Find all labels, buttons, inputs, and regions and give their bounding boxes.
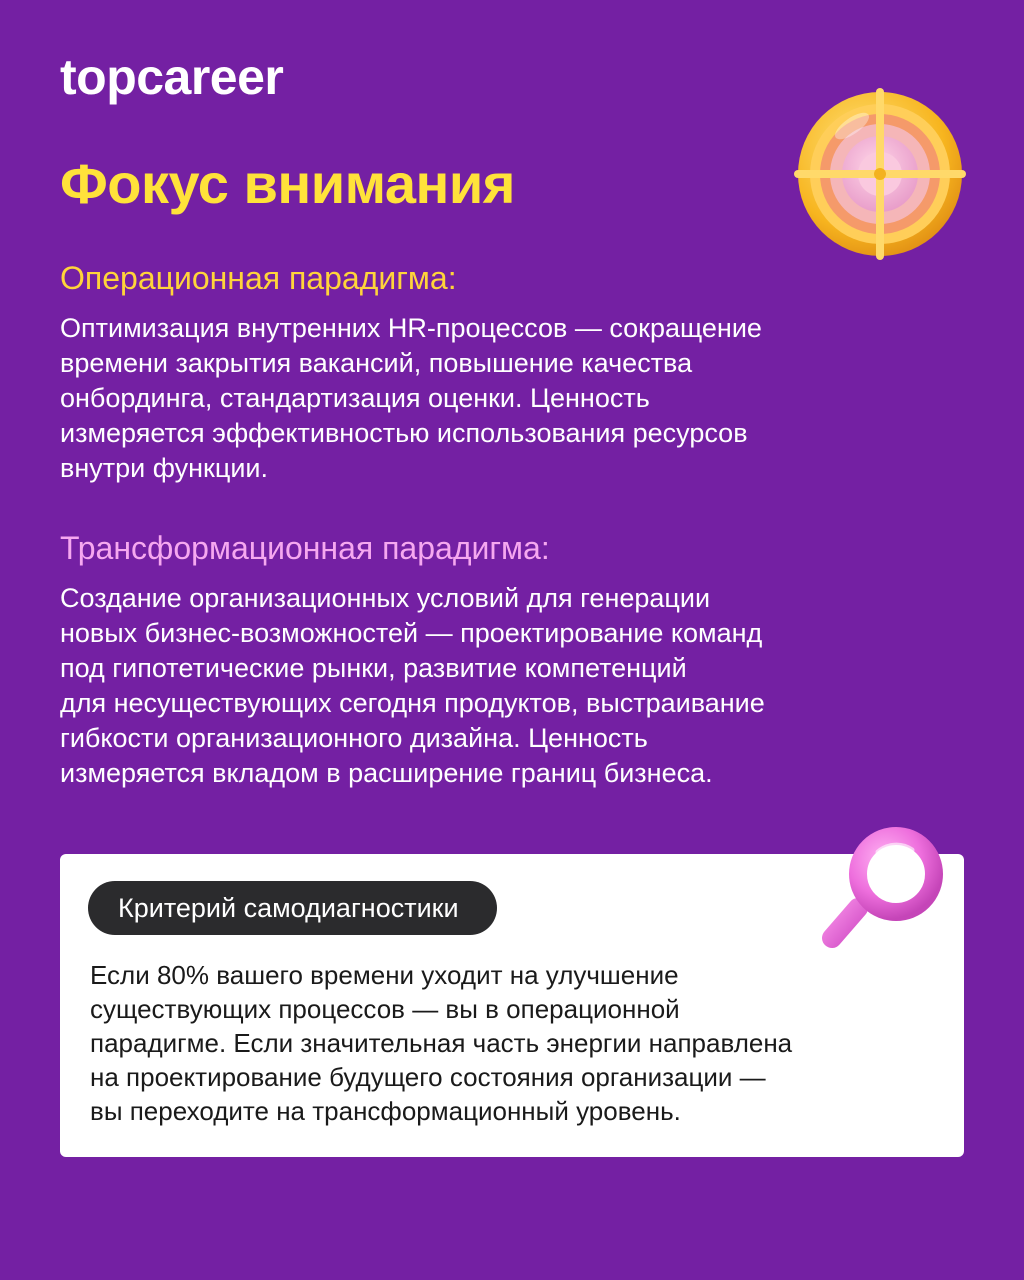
self-diagnosis-text: Если 80% вашего времени уходит на улучшение существующих процессов — вы в операционной парадигме. Если значительная часть энергии направлена на проектирование будущего состояния организации — вы переходите на трансформационный уровень. <box>90 960 793 1126</box>
self-diagnosis-badge: Критерий самодиагностики <box>88 881 497 935</box>
target-icon <box>792 86 968 262</box>
brand-logo: topcareer <box>60 49 284 105</box>
operational-paradigm-text: Оптимизация внутренних HR-процессов — сокращение времени закрытия вакансий, повышение качества онбординга, стандартизация оценки. Ценность измеряется эффективностью использования ресурсов внутри функции. <box>60 313 762 483</box>
operational-paradigm-heading: Операционная парадигма: <box>60 260 457 296</box>
transformational-paradigm-heading: Трансформационная парадигма: <box>60 530 550 566</box>
page-title: Фокус внимания <box>60 152 515 215</box>
transformational-paradigm-text: Создание организационных условий для генерации новых бизнес-возможностей — проектирование команд под гипотетические рынки, развитие компетенций для несуществующих сегодня продуктов, выстраивание гибкости организационного дизайна. Ценность измеряется вкладом в расширение границ бизнеса. <box>60 583 765 788</box>
magnifier-icon <box>812 822 952 960</box>
